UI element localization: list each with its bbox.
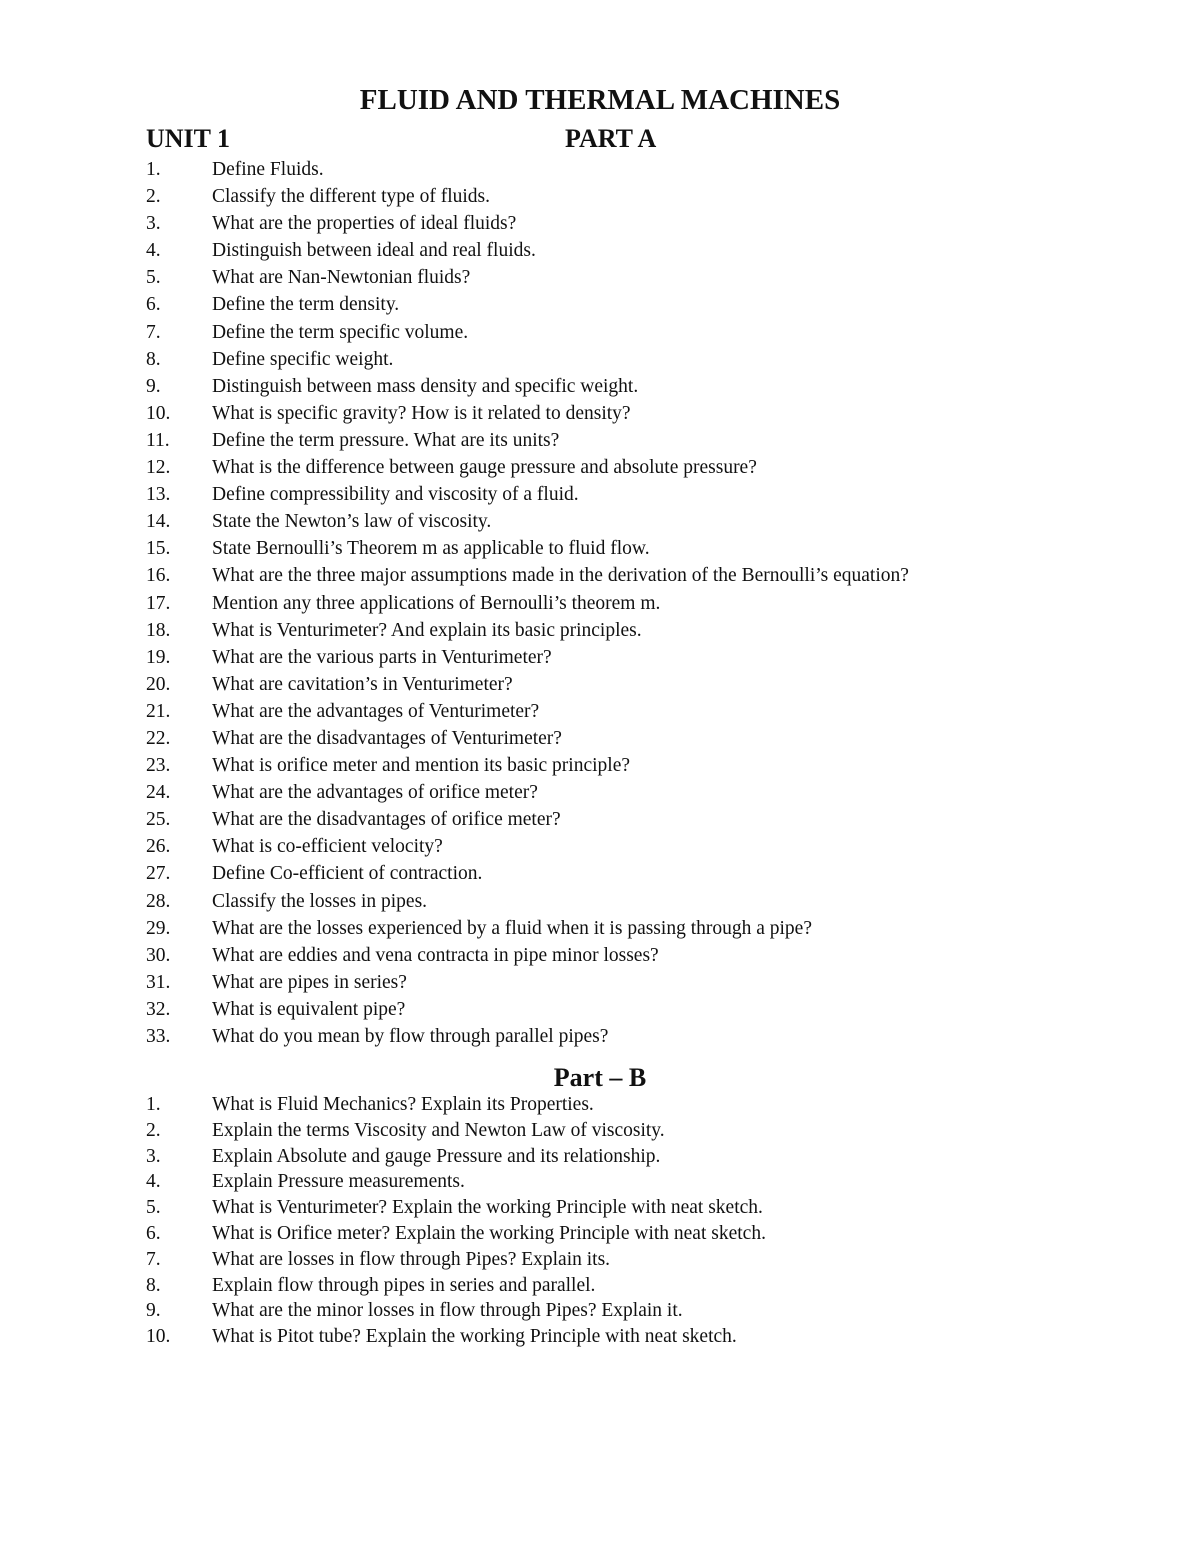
question-text: Define compressibility and viscosity of a fluid. (212, 484, 579, 506)
question-text: Define Fluids. (212, 159, 324, 180)
question-number: 3. (146, 213, 161, 235)
question-number: 16. (146, 565, 171, 587)
question-number: 26. (146, 836, 171, 858)
document-title: FLUID AND THERMAL MACHINES (359, 84, 841, 116)
question-number: 1. (146, 159, 161, 180)
question-number: 1. (146, 1094, 161, 1115)
question-number: 6. (146, 294, 161, 316)
question-text: What are losses in flow through Pipes? Explain its. (212, 1248, 611, 1270)
question-text: What is orifice meter and mention its basic principle? (212, 755, 631, 777)
question-number: 12. (146, 457, 171, 479)
question-text: Define the term pressure. What are its units? (212, 429, 560, 451)
question-text: Distinguish between ideal and real fluids. (212, 240, 536, 262)
question-text: What is Venturimeter? And explain its basic principles. (212, 619, 642, 641)
question-number: 7. (146, 1248, 161, 1270)
question-number: 28. (146, 890, 171, 912)
question-number: 25. (146, 809, 171, 831)
question-number: 9. (146, 375, 161, 397)
question-number: 30. (146, 944, 171, 966)
question-number: 8. (146, 1274, 161, 1296)
question-text: State Bernoulli’s Theorem m as applicable to fluid flow. (212, 538, 650, 560)
question-number: 3. (146, 1145, 161, 1167)
question-text: What are the advantages of orifice meter? (212, 782, 538, 804)
question-text: What do you mean by flow through parallel pipes? (212, 1026, 609, 1047)
question-text: What are the disadvantages of orifice meter? (212, 809, 561, 831)
question-number: 8. (146, 348, 161, 370)
question-text: What is Pitot tube? Explain the working Principle with neat sketch. (212, 1326, 737, 1348)
question-text: What is Venturimeter? Explain the working Principle with neat sketch. (212, 1197, 763, 1219)
question-text: Explain flow through pipes in series and parallel. (212, 1274, 596, 1296)
question-number: 7. (146, 321, 161, 343)
question-number: 29. (146, 917, 171, 939)
question-text: Define Co-efficient of contraction. (212, 863, 483, 885)
question-number: 13. (146, 484, 171, 506)
question-number: 22. (146, 727, 171, 749)
question-number: 20. (146, 673, 171, 695)
question-text: Distinguish between mass density and specific weight. (212, 375, 639, 397)
question-text: State the Newton’s law of viscosity. (212, 511, 492, 533)
question-text: What is specific gravity? How is it related to density? (212, 402, 631, 424)
question-text: Define the term specific volume. (212, 321, 469, 343)
question-number: 32. (146, 998, 171, 1020)
question-text: What are the various parts in Venturimeter? (212, 646, 552, 668)
question-text: What are eddies and vena contracta in pipe minor losses? (212, 944, 659, 966)
question-text: What are the properties of ideal fluids? (212, 213, 517, 235)
question-text: What are the minor losses in flow through Pipes? Explain it. (212, 1300, 683, 1322)
part-b-heading: Part – B (553, 1063, 647, 1092)
question-number: 10. (146, 1326, 171, 1348)
question-text: What are cavitation’s in Venturimeter? (212, 673, 513, 695)
question-text: Classify the different type of fluids. (212, 186, 490, 208)
question-number: 2. (146, 1119, 161, 1141)
question-text: Explain Pressure measurements. (212, 1171, 465, 1193)
question-number: 5. (146, 267, 161, 289)
question-text: Define the term density. (212, 294, 400, 316)
question-text: What is Fluid Mechanics? Explain its Properties. (212, 1094, 594, 1115)
question-text: What is co-efficient velocity? (212, 836, 443, 858)
question-number: 11. (146, 429, 170, 451)
question-number: 23. (146, 755, 171, 777)
question-number: 17. (146, 592, 171, 614)
question-number: 5. (146, 1197, 161, 1219)
question-text: Classify the losses in pipes. (212, 890, 428, 912)
part-a-heading: PART A (565, 124, 657, 153)
question-number: 31. (146, 971, 171, 993)
question-text: What are the advantages of Venturimeter? (212, 700, 540, 722)
question-number: 24. (146, 782, 171, 804)
question-text: What are the three major assumptions made in the derivation of the Bernoulli’s equation? (212, 565, 909, 587)
question-number: 18. (146, 619, 171, 641)
question-number: 15. (146, 538, 171, 560)
question-text: What are the losses experienced by a fluid when it is passing through a pipe? (212, 917, 812, 939)
question-number: 27. (146, 863, 171, 885)
question-number: 10. (146, 402, 171, 424)
question-text: Explain the terms Viscosity and Newton Law of viscosity. (212, 1119, 665, 1141)
question-number: 19. (146, 646, 171, 668)
question-number: 33. (146, 1026, 171, 1047)
question-text: What is Orifice meter? Explain the working Principle with neat sketch. (212, 1222, 766, 1244)
question-text: What are the disadvantages of Venturimeter? (212, 727, 562, 749)
question-number: 6. (146, 1222, 161, 1244)
question-number: 2. (146, 186, 161, 208)
question-number: 9. (146, 1300, 161, 1322)
question-text: What are Nan-Newtonian fluids? (212, 267, 471, 289)
question-number: 21. (146, 700, 171, 722)
unit-heading: UNIT 1 (146, 124, 231, 153)
question-text: What is the difference between gauge pressure and absolute pressure? (212, 457, 757, 479)
question-text: Mention any three applications of Bernoulli’s theorem m. (212, 592, 661, 614)
question-text: What is equivalent pipe? (212, 998, 406, 1020)
question-number: 4. (146, 240, 161, 262)
question-text: Define specific weight. (212, 348, 394, 370)
question-text: Explain Absolute and gauge Pressure and its relationship. (212, 1145, 661, 1167)
question-number: 14. (146, 511, 171, 533)
question-text: What are pipes in series? (212, 971, 407, 993)
question-number: 4. (146, 1171, 161, 1193)
